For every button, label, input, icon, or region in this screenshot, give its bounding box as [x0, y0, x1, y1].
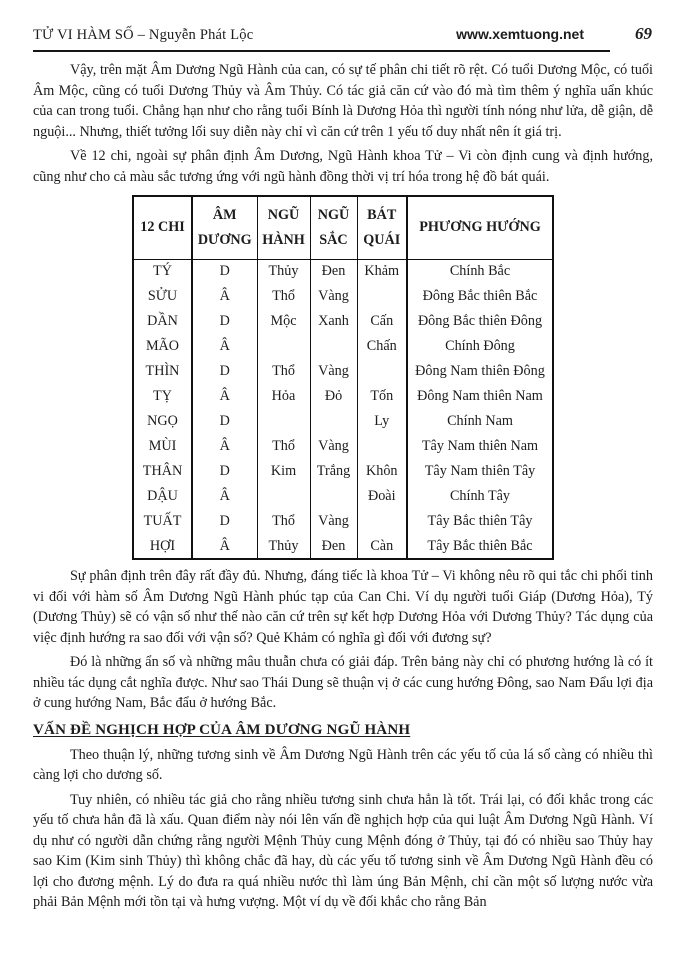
cell-am-duong: D — [192, 509, 257, 534]
table-row — [133, 334, 553, 359]
column-header-phuong-huong: PHƯƠNG HƯỚNG — [407, 196, 553, 259]
cell-chi-name: TỴ — [153, 388, 172, 404]
cell-phuong-huong: Chính Nam — [407, 409, 553, 434]
cell-am-duong: Â — [192, 334, 257, 359]
paragraph-tuy-nhien: Tuy nhiên, có nhiều tác giả cho rằng nhiều tương sinh chưa hẳn là tốt. Trái lại, có đối khắc trong các yếu tố chưa hẳn đã là xấu. Quan điểm này nói lên vấn đề nghịch hợp của qui luật Âm Dương Ngũ Hành. Ví dụ như có người dẫn chứng rằng người Mệnh Thủy cung Mệnh đóng ở Thủy, tại đó có nhiều sao Thủy hay sao Kim (Kim sinh Thủy) thì không chắc đã hay, dù các yếu tố tương sinh về Âm Dương Ngũ Hành đều có lợi cho đương mệnh. Lý do đưa ra quá nhiều nước thì làm úng Bản Mệnh, chỉ cần một số lượng nước vừa phải Bản Mệnh mới tồn tại và hưng vượng. Một ví dụ về đối khắc cho rằng Bản — [33, 791, 653, 910]
cell-bat-quai: Khôn — [357, 459, 407, 484]
table-row — [133, 459, 553, 484]
column-header-bat-quai: BÁT QUÁI — [357, 196, 407, 259]
cell-ngu-sac: Đỏ — [310, 384, 357, 409]
cell-ngu-sac — [310, 484, 357, 509]
cell-bat-quai: Tốn — [357, 384, 407, 409]
cell-phuong-huong: Đông Nam thiên Nam — [407, 384, 553, 409]
cell-phuong-huong: Tây Bắc thiên Bắc — [407, 534, 553, 559]
cell-am-duong: D — [192, 259, 257, 284]
cell-am-duong: D — [192, 409, 257, 434]
cell-ngu-hanh: Hỏa — [257, 384, 310, 409]
cell-ngu-hanh — [257, 334, 310, 359]
cell-chi-name: THÂN — [142, 463, 183, 479]
table-row — [133, 484, 553, 509]
table-row — [133, 259, 553, 284]
cell-phuong-huong: Đông Nam thiên Đông — [407, 359, 553, 384]
cell-chi-name: HỢI — [149, 537, 176, 554]
cell-chi-name: MÃO — [145, 338, 180, 354]
cell-am-duong: Â — [192, 484, 257, 509]
cell-ngu-sac: Vàng — [310, 284, 357, 309]
cell-am-duong: Â — [192, 284, 257, 309]
cell-chi-name: THÌN — [145, 363, 180, 379]
page-header — [33, 26, 653, 52]
column-header-ngu-sac: NGŨ SẮC — [310, 196, 357, 259]
table-body — [133, 259, 553, 559]
cell-bat-quai — [357, 509, 407, 534]
cell-ngu-sac — [310, 334, 357, 359]
column-header-12-chi: 12 CHI — [133, 196, 192, 259]
cell-phuong-huong: Đông Bắc thiên Bắc — [407, 284, 553, 309]
cell-ngu-hanh — [257, 409, 310, 434]
column-header-am-duong: ÂM DƯƠNG — [192, 196, 257, 259]
cell-chi-name: TUẤT — [143, 513, 182, 529]
cell-ngu-sac — [310, 409, 357, 434]
cell-ngu-sac: Xanh — [310, 309, 357, 334]
cell-bat-quai: Đoài — [357, 484, 407, 509]
table-row — [133, 359, 553, 384]
cell-phuong-huong: Tây Bắc thiên Tây — [407, 509, 553, 534]
cell-bat-quai: Càn — [357, 534, 407, 559]
header-rule — [33, 26, 610, 52]
cell-bat-quai — [357, 284, 407, 309]
section-heading-nghich-hop: VẤN ĐỀ NGHỊCH HỢP CỦA ÂM DƯƠNG NGŨ HÀNH — [33, 721, 411, 738]
cell-am-duong: D — [192, 459, 257, 484]
table-row — [133, 534, 553, 559]
cell-phuong-huong: Đông Bắc thiên Đông — [407, 309, 553, 334]
chi-attributes-table — [132, 195, 554, 560]
cell-ngu-hanh: Kim — [257, 459, 310, 484]
cell-chi-name: SỬU — [147, 288, 178, 304]
cell-ngu-sac: Vàng — [310, 509, 357, 534]
table-row — [133, 434, 553, 459]
cell-phuong-huong: Chính Tây — [407, 484, 553, 509]
cell-phuong-huong: Chính Đông — [407, 334, 553, 359]
cell-chi-name: DẬU — [147, 488, 178, 504]
cell-ngu-hanh: Mộc — [257, 309, 310, 334]
cell-phuong-huong: Chính Bắc — [407, 259, 553, 284]
cell-ngu-hanh: Thổ — [257, 359, 310, 384]
cell-ngu-sac: Đen — [310, 534, 357, 559]
cell-ngu-hanh: Thổ — [257, 509, 310, 534]
table-row — [133, 409, 553, 434]
cell-ngu-hanh: Thủy — [257, 534, 310, 559]
cell-bat-quai: Ly — [357, 409, 407, 434]
cell-bat-quai — [357, 359, 407, 384]
paragraph-table-commentary: Sự phân định trên đây rất đầy đủ. Nhưng, đáng tiếc là khoa Tử – Vi không nêu rõ qui tắc chi phối tinh vi đối với hàm số Âm Dương Ngũ Hành phúc tạp của Can Chi. Ví dụ người tuổi Giáp (Dương Hỏa), Tý (Dương Thủy) sẽ có vận số như thế nào căn cứ trên sự kết hợp Dương Hỏa với Dương Thủy? Tác dụng của việc định hướng ra sao đối với vận số? Quẻ Khảm có nghĩa gì đối với đương sự? — [33, 568, 653, 646]
cell-bat-quai: Cấn — [357, 309, 407, 334]
cell-chi-name: NGỌ — [147, 413, 178, 429]
cell-phuong-huong: Tây Nam thiên Nam — [407, 434, 553, 459]
table-row — [133, 309, 553, 334]
table-row — [133, 509, 553, 534]
cell-chi-name: DẦN — [147, 313, 178, 329]
cell-ngu-sac: Đen — [310, 259, 357, 284]
cell-ngu-sac: Vàng — [310, 359, 357, 384]
website-url: www.xemtuong.net — [456, 26, 584, 42]
cell-bat-quai: Khảm — [357, 259, 407, 284]
cell-bat-quai — [357, 434, 407, 459]
cell-am-duong: D — [192, 359, 257, 384]
paragraph-can-analysis: Vậy, trên mặt Âm Dương Ngũ Hành của can, có sự tế phân chi tiết rõ rệt. Có tuổi Dương Mộc, có tuổi Âm Mộc, cũng có tuổi Dương Thủy và Âm Thủy. Có tác giả căn cứ vào đó mà tìm thêm ý nghĩa uẩn khúc của can trong tuổi. Chẳng hạn như cho rằng tuổi Bính là Dương Hỏa thì người tính nóng như lửa, dễ giận, dễ nguội... Nhưng, thiết tưởng lối suy diễn này chỉ vì căn cứ trên 1 yếu tố duy nhất nên ít giá trị. — [33, 62, 653, 140]
page-number: 69 — [635, 24, 652, 43]
table-header-row — [133, 196, 553, 259]
cell-ngu-hanh: Thổ — [257, 284, 310, 309]
table-row — [133, 384, 553, 409]
cell-ngu-hanh: Thổ — [257, 434, 310, 459]
column-header-ngu-hanh: NGŨ HÀNH — [257, 196, 310, 259]
cell-chi-name: MÙI — [148, 438, 177, 454]
cell-phuong-huong: Tây Nam thiên Tây — [407, 459, 553, 484]
cell-ngu-hanh: Thủy — [257, 259, 310, 284]
table-row — [133, 284, 553, 309]
cell-am-duong: D — [192, 309, 257, 334]
cell-am-duong: Â — [192, 384, 257, 409]
paragraph-thuan-ly: Theo thuận lý, những tương sinh về Âm Dương Ngũ Hành trên các yếu tố của lá số càng có nhiều thì càng lợi cho dương số. — [33, 746, 653, 783]
cell-bat-quai: Chấn — [357, 334, 407, 359]
paragraph-unknowns: Đó là những ẩn số và những mâu thuẫn chưa có giải đáp. Trên bảng này chỉ có phương hướng là có ít nhiều tác dụng cắt nghĩa được. Như sao Thái Dung sẽ thuận vị ở các cung hướng Đông, sao Nam Đẩu lợi địa ở cung hướng Nam, Bắc đẩu ở hướng Bắc. — [33, 654, 653, 711]
cell-ngu-sac: Trắng — [310, 459, 357, 484]
cell-ngu-sac: Vàng — [310, 434, 357, 459]
book-title: TỬ VI HÀM SỐ – Nguyễn Phát Lộc — [33, 27, 254, 43]
paragraph-12-chi-intro: Về 12 chi, ngoài sự phân định Âm Dương, Ngũ Hành khoa Tử – Vi còn định cung và định hướng, cũng như cho cả màu sắc tương ứng với ngũ hành đồng thời vị trí hóa trong hệ đồ bát quái. — [33, 148, 653, 185]
cell-am-duong: Â — [192, 434, 257, 459]
cell-ngu-hanh — [257, 484, 310, 509]
cell-am-duong: Â — [192, 534, 257, 559]
cell-chi-name: TÝ — [153, 263, 172, 280]
